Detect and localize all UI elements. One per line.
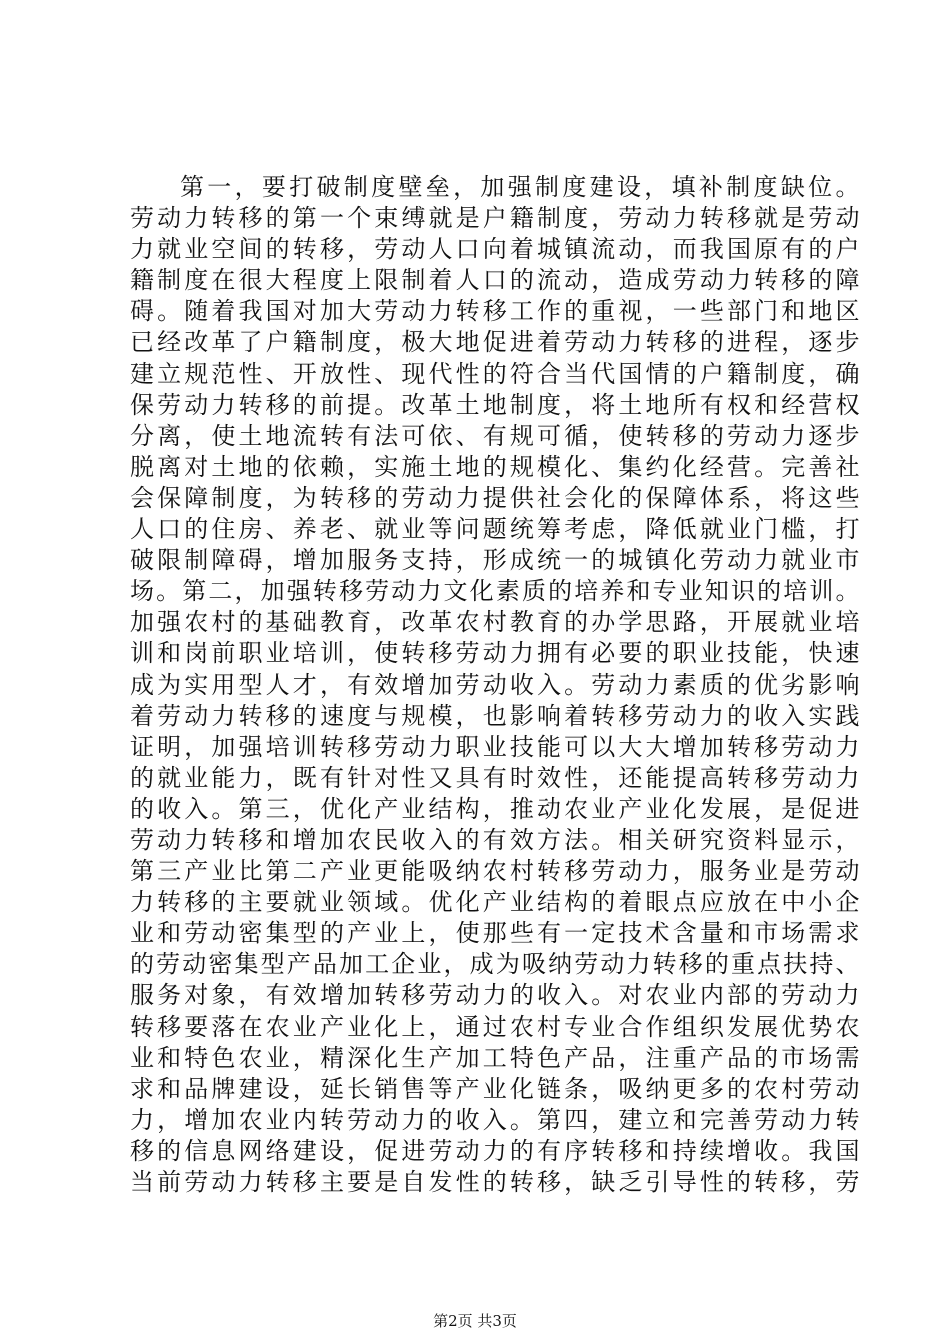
text-line: 力转移的主要就业领域。优化产业结构的着眼点应放在中小企 [130,888,860,917]
text-line: 脱离对土地的依赖，实施土地的规模化、集约化经营。完善社 [130,452,860,481]
text-line: 建立规范性、开放性、现代性的符合当代国情的户籍制度，确 [130,359,860,388]
text-line: 劳动力转移的第一个束缚就是户籍制度，劳动力转移就是劳动 [130,204,860,233]
text-line: 力就业空间的转移，劳动人口向着城镇流动，而我国原有的户 [130,235,860,264]
text-line: 服务对象，有效增加转移劳动力的收入。对农业内部的劳动力 [130,981,860,1010]
text-line: 加强农村的基础教育，改革农村教育的办学思路，开展就业培 [130,608,860,637]
text-line: 碍。随着我国对加大劳动力转移工作的重视，一些部门和地区 [130,297,860,326]
text-line: 证明，加强培训转移劳动力职业技能可以大大增加转移劳动力 [130,732,860,761]
text-line: 转移要落在农业产业化上，通过农村专业合作组织发展优势农 [130,1012,860,1041]
text-line: 移的信息网络建设，促进劳动力的有序转移和持续增收。我国 [130,1136,860,1165]
text-line: 求和品牌建设，延长销售等产业化链条，吸纳更多的农村劳动 [130,1074,860,1103]
text-line: 训和岗前职业培训，使转移劳动力拥有必要的职业技能，快速 [130,639,860,668]
text-line: 当前劳动力转移主要是自发性的转移，缺乏引导性的转移，劳 [130,1168,860,1196]
body-text [130,172,860,1198]
text-line: 第一，要打破制度壁垒，加强制度建设，填补制度缺位。 [180,173,860,201]
text-line: 的劳动密集型产品加工企业，成为吸纳劳动力转移的重点扶持、 [130,950,860,979]
text-line: 保劳动力转移的前提。改革土地制度，将土地所有权和经营权 [130,390,860,419]
text-line: 破限制障碍，增加服务支持，形成统一的城镇化劳动力就业市 [130,546,860,575]
text-line: 业和劳动密集型的产业上，使那些有一定技术含量和市场需求 [130,919,860,948]
text-line: 场。第二，加强转移劳动力文化素质的培养和专业知识的培训。 [130,577,860,606]
text-line: 籍制度在很大程度上限制着人口的流动，造成劳动力转移的障 [130,266,860,295]
text-line: 力，增加农业内转劳动力的收入。第四，建立和完善劳动力转 [130,1105,860,1134]
text-line: 的收入。第三，优化产业结构，推动农业产业化发展，是促进 [130,794,860,823]
text-line: 成为实用型人才，有效增加劳动收入。劳动力素质的优劣影响 [130,670,860,699]
text-line: 已经改革了户籍制度，极大地促进着劳动力转移的进程，逐步 [130,328,860,357]
text-line: 劳动力转移和增加农民收入的有效方法。相关研究资料显示， [130,825,860,854]
text-line: 人口的住房、养老、就业等问题统筹考虑，降低就业门槛，打 [130,515,860,544]
page-number-footer: 第2页 共3页 [433,1312,517,1330]
text-line: 业和特色农业，精深化生产加工特色产品，注重产品的市场需 [130,1043,860,1072]
text-line: 的就业能力，既有针对性又具有时效性，还能提高转移劳动力 [130,763,860,792]
text-line: 会保障制度，为转移的劳动力提供社会化的保障体系，将这些 [130,483,860,512]
text-line: 分离，使土地流转有法可依、有规可循，使转移的劳动力逐步 [130,421,860,450]
text-line: 第三产业比第二产业更能吸纳农村转移劳动力，服务业是劳动 [130,857,860,886]
text-line: 着劳动力转移的速度与规模，也影响着转移劳动力的收入实践 [130,701,860,730]
